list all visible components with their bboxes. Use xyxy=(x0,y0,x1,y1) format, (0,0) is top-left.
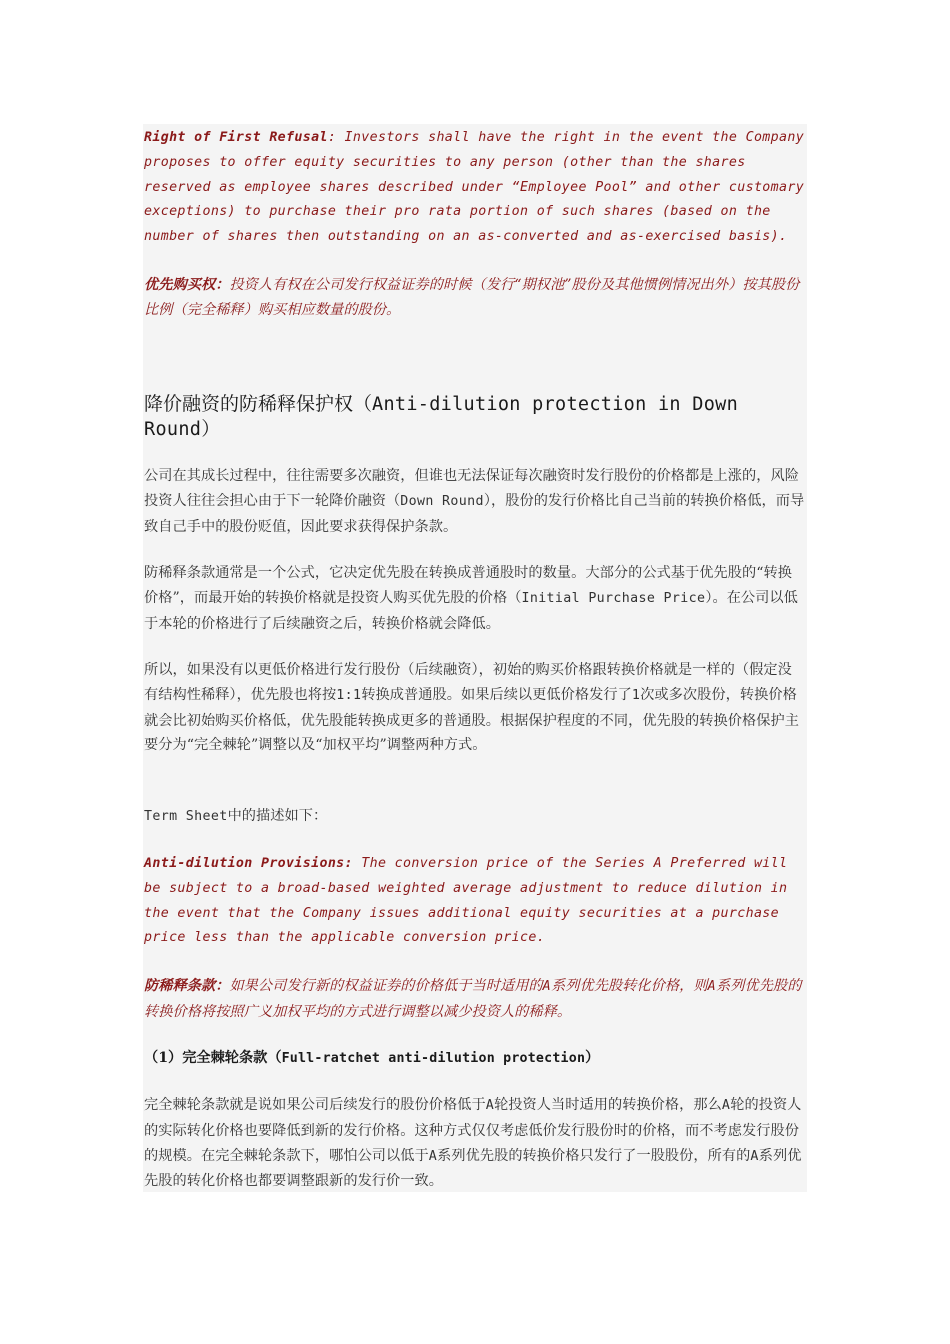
rofr-text: : Investors shall have the right in the event the Company proposes to offer equity securities to any person (other than the shares reserved as employee shares described under “Employee Pool” and other customary exceptions) to purchase their pro rata portion of such shares (based on the number of shares then outstanding on an as-converted and as-exercised basis). xyxy=(144,130,805,245)
full-ratchet-paragraph: 完全棘轮条款就是说如果公司后续发行的股份价格低于A轮投资人当时适用的转换价格，那么A轮的投资人的实际转化价格也要降低到新的发行价格。这种方式仅仅考虑低价发行股份时的价格，而不考虑发行股份的规模。在完全棘轮条款下，哪怕公司以低于A系列优先股的转换价格只发行了一股股份，所有的A系列优先股的转化价格也都要调整跟新的发行价一致。 xyxy=(144,1097,802,1190)
section-heading: 降价融资的防稀释保护权（Anti-dilution protection in Down Round） xyxy=(144,393,739,440)
paragraph-down-round: 公司在其成长过程中，往往需要多次融资，但谁也无法保证每次融资时发行股份的价格都是上涨的，风险投资人往往会担心由于下一轮降价融资（Down Round），股份的发行价格比自己当前的转换价格低，而导致自己手中的股份贬值，因此要求获得保护条款。 xyxy=(144,468,805,535)
rofr-paragraph xyxy=(144,126,806,250)
antidilution-label: Anti-dilution Provisions: xyxy=(144,856,353,871)
term-sheet-intro: Term Sheet中的描述如下： xyxy=(144,808,328,824)
antidilution-paragraph xyxy=(144,852,806,951)
rofr-label: Right of First Refusal xyxy=(144,130,328,145)
rofr-cn-text: 投资人有权在公司发行权益证券的时候（发行“期权池”股份及其他惯例情况出外）按其股份比例（完全稀释）购买相应数量的股份。 xyxy=(144,277,800,318)
rofr-cn-label: 优先购买权： xyxy=(144,277,230,293)
antidilution-cn-label: 防稀释条款： xyxy=(144,978,230,994)
paragraph-conversion: 所以，如果没有以更低价格进行发行股份（后续融资），初始的购买价格跟转换价格就是一样的（假定没有结构性稀释），优先股也将按1:1转换成普通股。如果后续以更低价格发行了1次或多次股份，转换价格就会比初始购买价格低，优先股能转换成更多的普通股。根据保护程度的不同，优先股的转换价格保护主要分为“完全棘轮”调整以及“加权平均”调整两种方式。 xyxy=(144,662,799,754)
document-page xyxy=(143,124,807,1192)
antidilution-cn-paragraph: 防稀释条款：如果公司发行新的权益证券的价格低于当时适用的A系列优先股转化价格，则A系列优先股的转换价格将按照广义加权平均的方式进行调整以减少投资人的稀释。 xyxy=(144,978,802,1020)
rofr-cn-paragraph xyxy=(144,273,806,323)
antidilution-text: The conversion price of the Series A Preferred will be subject to a broad-based weighted average adjustment to reduce dilution in the event that the Company issues additional equity securities at a purchase price less than the applicable conversion price. xyxy=(144,856,788,946)
subsection-heading: （1）完全棘轮条款（Full-ratchet anti-dilution protection） xyxy=(144,1050,600,1066)
paragraph-formula: 防稀释条款通常是一个公式，它决定优先股在转换成普通股时的数量。大部分的公式基于优先股的“转换价格”，而最开始的转换价格就是投资人购买优先股的价格（Initial Purchase Price）。在公司以低于本轮的价格进行了后续融资之后，转换价格就会降低。 xyxy=(144,565,798,632)
